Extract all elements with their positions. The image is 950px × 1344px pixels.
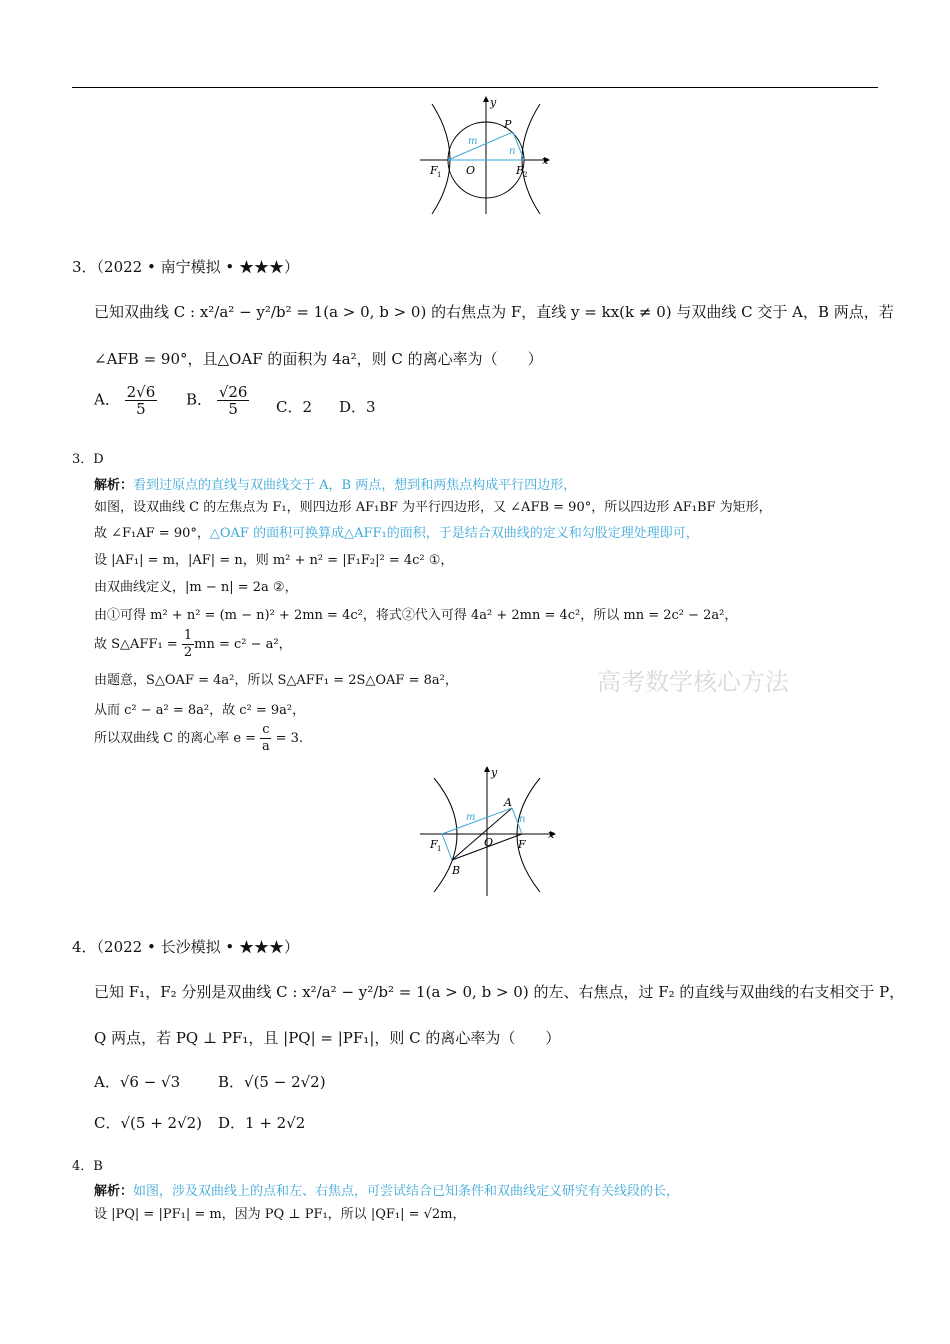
label-B: B — [452, 864, 461, 877]
q3-solution-half-den: 2 — [183, 645, 193, 660]
q3-solution-label: 解析： — [94, 478, 134, 493]
q4-header: 4．（2022 • 长沙模拟 • ★★★） — [72, 938, 299, 956]
q3-answer: 3．D — [72, 452, 104, 467]
q4-option-b[interactable]: B．√(5 − 2√2) — [218, 1073, 326, 1091]
q3-solution-line9 — [94, 722, 303, 755]
label-P: P — [504, 118, 512, 131]
label-F1-sub: 1 — [437, 845, 442, 853]
segment-F1P — [448, 132, 516, 160]
q4-option-d[interactable]: D．1 + 2√2 — [218, 1114, 306, 1132]
label-F1: F — [430, 164, 438, 177]
q4-solution-line1: 设 |PQ| = |PF₁| = m，因为 PQ ⊥ PF₁，所以 |QF₁| = √2m， — [94, 1207, 466, 1222]
q4-solution-hint-line — [94, 1180, 679, 1199]
q3-header: 3．（2022 • 南宁模拟 • ★★★） — [72, 258, 299, 276]
y-axis-arrow — [483, 96, 489, 102]
label-O: O — [484, 836, 494, 849]
q3-solution-line9-a: 所以双曲线 C 的离心率 e = — [94, 731, 261, 746]
label-O: O — [466, 164, 476, 177]
q3-solution-line2 — [94, 522, 699, 541]
segment-AF1 — [442, 808, 512, 834]
q3-option-a-den: 5 — [136, 400, 146, 418]
q3-option-b-num: √26 — [218, 383, 248, 401]
q4-answer: 4．B — [72, 1159, 103, 1174]
label-n: n — [509, 146, 516, 157]
header-rule — [72, 87, 878, 88]
label-F1: F — [430, 838, 438, 851]
hyperbola-right-branch — [522, 104, 540, 214]
q3-solution-line6-a: 故 S△AFF₁ = — [94, 637, 182, 652]
q3-solution-line6-b: mn = c² − a²， — [194, 637, 292, 652]
q3-solution-half-num: 1 — [183, 628, 193, 643]
q3-option-b-fraction — [217, 384, 250, 417]
label-F2: F — [516, 164, 524, 177]
q3-option-b-label: B． — [186, 390, 213, 409]
label-x: x — [548, 828, 555, 841]
label-F: F — [518, 838, 526, 851]
q3-option-a-num: 2√6 — [126, 383, 156, 401]
q3-option-a-fraction — [125, 384, 158, 417]
label-n: n — [519, 814, 526, 825]
q4-option-a[interactable]: A．√6 − √3 — [94, 1073, 181, 1091]
q3-solution-half — [182, 628, 194, 661]
q4-solution-hint: 如图，涉及双曲线上的点和左、右焦点，可尝试结合已知条件和双曲线定义研究有关线段的长， — [133, 1184, 680, 1199]
figure-hyperbola-rectangle — [418, 764, 560, 898]
label-m: m — [468, 136, 478, 147]
label-F1-sub: 1 — [437, 171, 442, 179]
q3-solution-line3: 设 |AF₁| = m，|AF| = n，则 m² + n² = |F₁F₂|² = 4c² ①， — [94, 553, 454, 568]
q3-option-b-den: 5 — [228, 400, 238, 418]
q3-solution-line9-b: = 3. — [271, 731, 304, 746]
y-axis-arrow — [484, 766, 490, 772]
q3-option-a[interactable] — [94, 384, 157, 417]
watermark: 高考数学核心方法 — [597, 668, 789, 696]
q3-solution-line6 — [94, 628, 292, 661]
q3-option-c[interactable]: C．2 — [276, 398, 313, 416]
q4-option-c[interactable]: C．√(5 + 2√2) — [94, 1114, 203, 1132]
label-A: A — [504, 796, 512, 809]
label-m: m — [466, 812, 476, 823]
label-y: y — [491, 766, 498, 779]
q3-option-d[interactable]: D．3 — [339, 398, 376, 416]
label-y: y — [490, 96, 497, 109]
figure-hyperbola-circle — [418, 94, 553, 216]
segment-F1B — [442, 834, 452, 860]
q3-solution-line5: 由①可得 m² + n² = (m − n)² + 2mn = 4c²，将式②代入可得 4a² + 2mn = 4c²，所以 mn = 2c² − 2a²， — [94, 608, 738, 623]
q3-stem-line2: ∠AFB = 90°，且△OAF 的面积为 4a²，则 C 的离心率为（ ） — [94, 350, 543, 368]
q4-stem-line1: 已知 F₁，F₂ 分别是双曲线 C : x²/a² − y²/b² = 1(a > 0, b > 0) 的左、右焦点，过 F₂ 的直线与双曲线的右支相交于 P， — [94, 983, 905, 1001]
q3-solution-hint: 看到过原点的直线与双曲线交于 A，B 两点，想到和两焦点构成平行四边形， — [133, 478, 577, 493]
q3-option-a-label: A． — [94, 390, 120, 409]
q3-solution-ecc-frac — [260, 722, 271, 755]
q3-solution-hint-line — [94, 474, 576, 493]
q3-stem-line1: 已知双曲线 C : x²/a² − y²/b² = 1(a > 0, b > 0) 的右焦点为 F，直线 y = kx(k ≠ 0) 与双曲线 C 交于 A，B 两点，若 — [94, 303, 894, 321]
q3-option-b[interactable] — [186, 384, 249, 417]
label-F2-sub: 2 — [523, 171, 528, 179]
q3-solution-line7: 由题意，S△OAF = 4a²，所以 S△AFF₁ = 2S△OAF = 8a²， — [94, 673, 458, 688]
hyperbola-left-branch — [432, 104, 450, 214]
q3-solution-ecc-num: c — [262, 722, 270, 737]
q3-solution-ecc-den: a — [261, 739, 270, 754]
label-x: x — [542, 154, 549, 167]
q3-solution-line1: 如图，设双曲线 C 的左焦点为 F₁，则四边形 AF₁BF 为平行四边形，又 ∠AFB = 90°，所以四边形 AF₁BF 为矩形， — [94, 500, 772, 515]
q3-solution-line2-b: △OAF 的面积可换算成△AFF₁的面积，于是结合双曲线的定义和勾股定理处理即可， — [209, 526, 699, 541]
q3-solution-line8: 从而 c² − a² = 8a²，故 c² = 9a²， — [94, 703, 306, 718]
q4-solution-label: 解析： — [94, 1184, 134, 1199]
q4-stem-line2: Q 两点，若 PQ ⊥ PF₁，且 |PQ| = |PF₁|，则 C 的离心率为（ ） — [94, 1029, 561, 1047]
q3-solution-line4: 由双曲线定义，|m − n| = 2a ②， — [94, 580, 298, 595]
q3-solution-line2-a: 故 ∠F₁AF = 90°， — [94, 526, 210, 541]
